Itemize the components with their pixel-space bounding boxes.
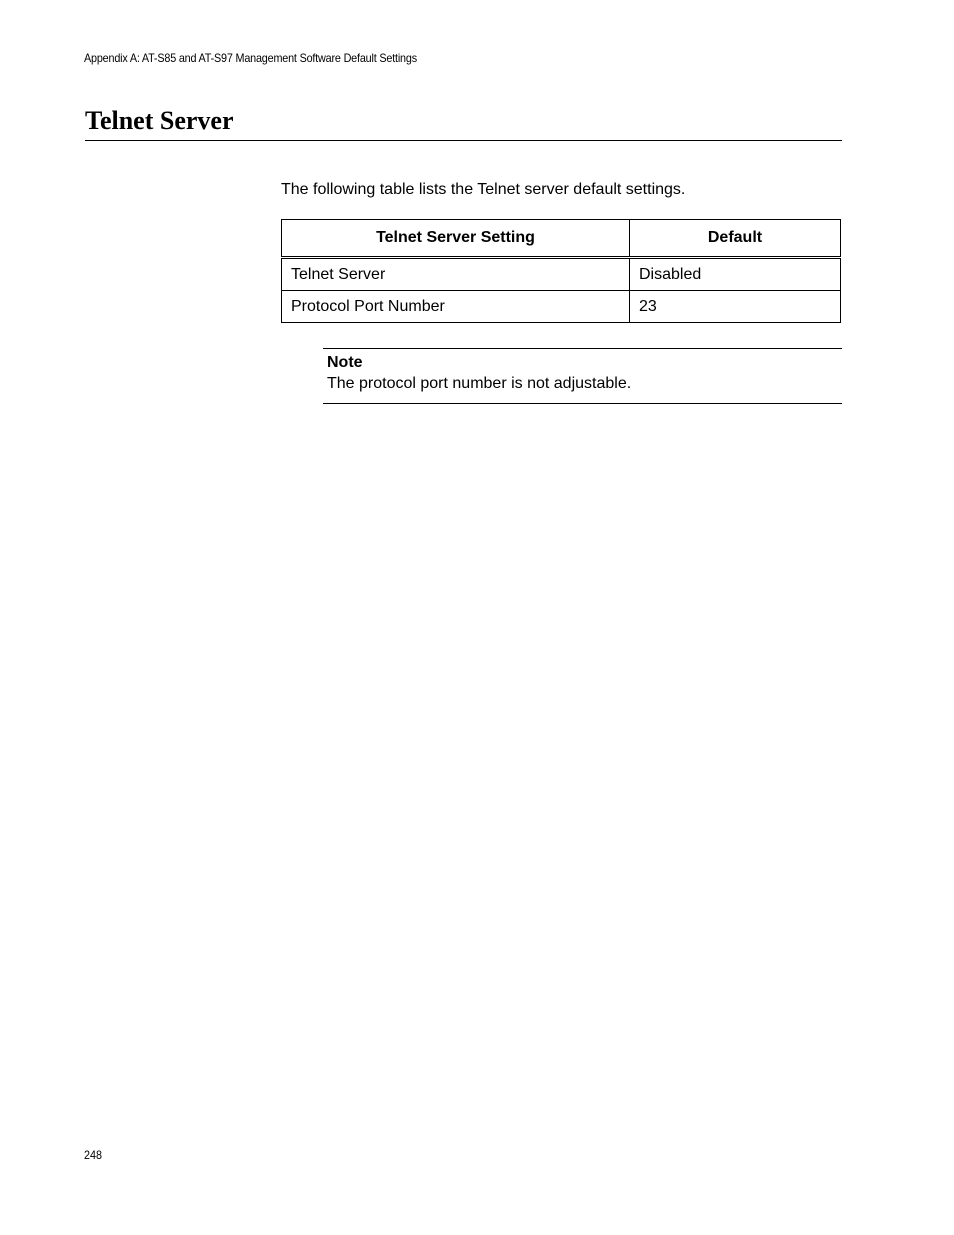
note-text: The protocol port number is not adjustable. xyxy=(327,375,632,392)
section-title: Telnet Server xyxy=(85,106,234,135)
running-header: Appendix A: AT-S85 and AT-S97 Management Software Default Settings xyxy=(84,51,417,65)
settings-table xyxy=(281,219,841,323)
table-cell-setting: Protocol Port Number xyxy=(282,291,630,323)
column-header-default: Default xyxy=(630,220,841,258)
table-cell-default: Disabled xyxy=(630,258,841,291)
table-row xyxy=(282,258,841,291)
table-cell-default: 23 xyxy=(630,291,841,323)
note-box xyxy=(323,348,842,404)
page-number: 248 xyxy=(84,1148,103,1162)
column-header-setting: Telnet Server Setting xyxy=(282,220,630,258)
table-header-row xyxy=(282,220,841,258)
intro-paragraph: The following table lists the Telnet server default settings. xyxy=(281,181,686,198)
table-row xyxy=(282,291,841,323)
table-cell-setting: Telnet Server xyxy=(282,258,630,291)
title-rule xyxy=(85,140,842,141)
note-label: Note xyxy=(327,354,363,371)
